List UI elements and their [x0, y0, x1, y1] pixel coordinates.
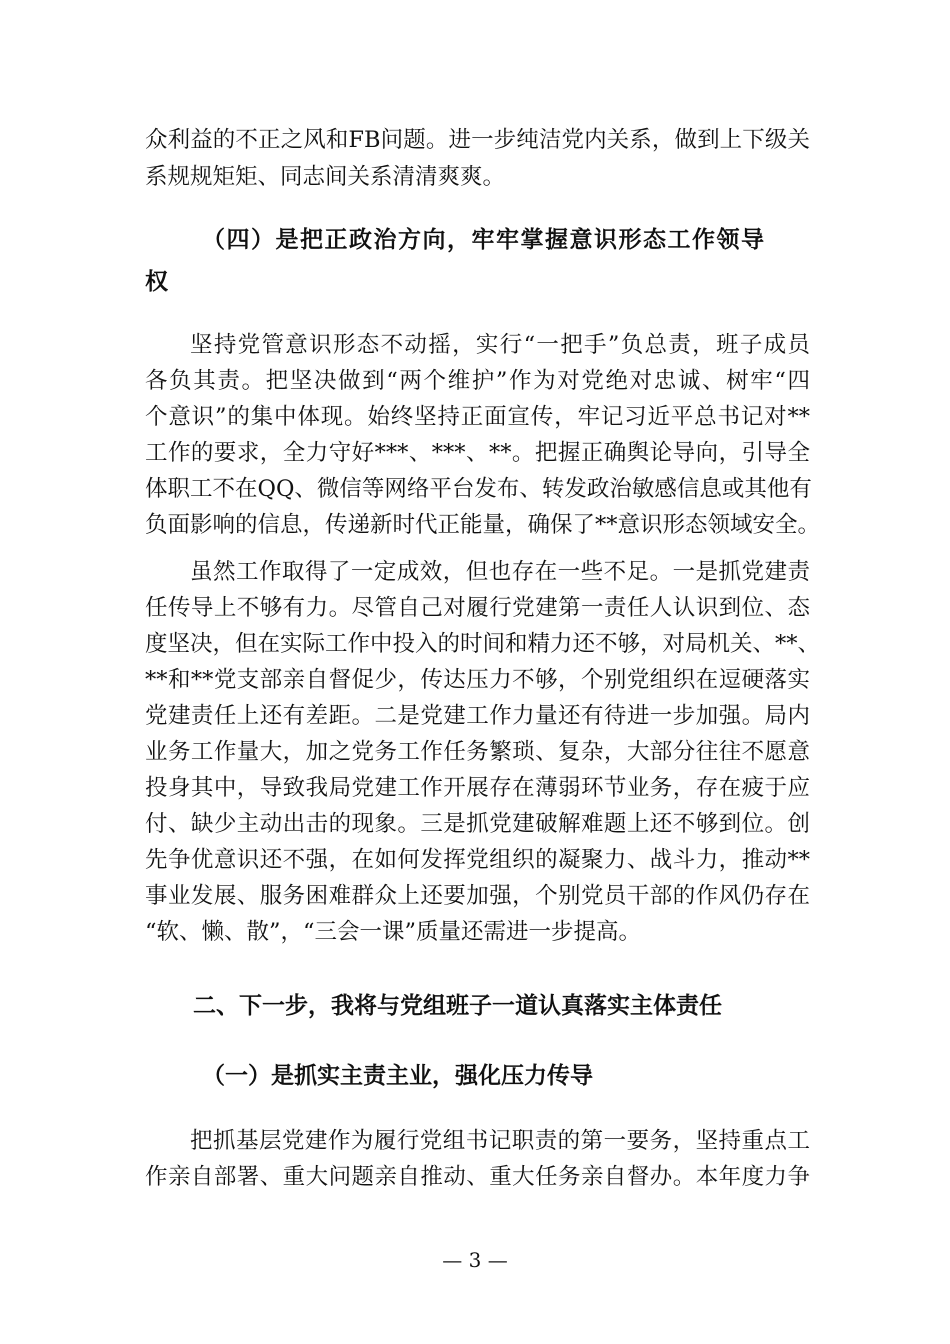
paragraph-line: 作亲自部署、重大问题亲自推动、重大任务亲自督办。本年度力争	[145, 1164, 810, 1190]
section-heading-continued: 权	[145, 269, 168, 295]
paragraph-line: 虽然工作取得了一定成效，但也存在一些不足。一是抓党建责	[190, 559, 810, 585]
paragraph-line: **和**党支部亲自督促少，传达压力不够，个别党组织在逗硬落实	[145, 667, 810, 693]
paragraph-line: 工作的要求，全力守好***、***、**。把握正确舆论导向，引导全	[145, 440, 810, 466]
section-heading: （四）是把正政治方向，牢牢掌握意识形态工作领导	[202, 227, 766, 253]
chapter-heading: 二、下一步，我将与党组班子一道认真落实主体责任	[193, 993, 722, 1019]
paragraph-line: 党建责任上还有差距。二是党建工作力量还有待进一步加强。局内	[145, 703, 810, 729]
paragraph-line: 各负其责。把坚决做到“两个维护”作为对党绝对忠诚、树牢“四	[145, 368, 810, 394]
paragraph-line: “软、懒、散”，“三会一课”质量还需进一步提高。	[145, 919, 642, 945]
paragraph-line: 坚持党管意识形态不动摇，实行“一把手”负总责，班子成员	[190, 332, 810, 358]
paragraph-line: 先争优意识还不强，在如何发挥党组织的凝聚力、战斗力，推动**	[145, 847, 810, 873]
paragraph-line: 系规规矩矩、同志间关系清清爽爽。	[145, 164, 506, 190]
subsection-heading: （一）是抓实主责主业，强化压力传导	[202, 1063, 593, 1089]
paragraph-line: 任传导上不够有力。尽管自己对履行党建第一责任人认识到位、态	[145, 595, 810, 621]
paragraph-line: 投身其中，导致我局党建工作开展存在薄弱环节业务，存在疲于应	[145, 775, 810, 801]
paragraph-line: 业务工作量大，加之党务工作任务繁琐、复杂，大部分往往不愿意	[145, 739, 810, 765]
paragraph-line: 事业发展、服务困难群众上还要加强，个别党员干部的作风仍存在	[145, 883, 810, 909]
paragraph-line: 把抓基层党建作为履行党组书记职责的第一要务，坚持重点工	[190, 1128, 810, 1154]
paragraph-line: 体职工不在QQ、微信等网络平台发布、转发政治敏感信息或其他有	[145, 476, 812, 502]
paragraph-line: 付、缺少主动出击的现象。三是抓党建破解难题上还不够到位。创	[145, 811, 810, 837]
paragraph-line: 度坚决，但在实际工作中投入的时间和精力还不够，对局机关、**、	[145, 631, 821, 657]
paragraph-line: 众利益的不正之风和FB问题。进一步纯洁党内关系，做到上下级关	[145, 127, 810, 153]
page-number: — 3 —	[442, 1248, 508, 1272]
paragraph-line: 个意识”的集中体现。始终坚持正面宣传，牢记习近平总书记对**	[145, 404, 810, 430]
paragraph-line: 负面影响的信息，传递新时代正能量，确保了**意识形态领域安全。	[145, 512, 821, 538]
